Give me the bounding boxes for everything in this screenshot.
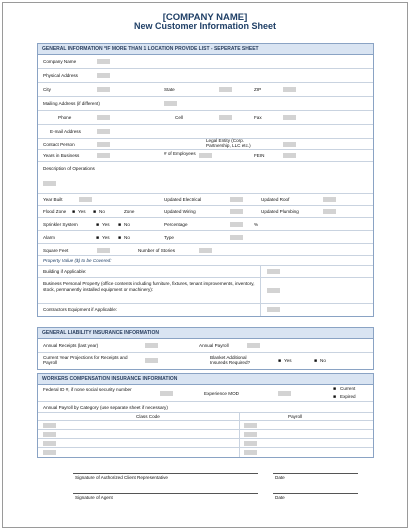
column-divider bbox=[239, 430, 240, 438]
row-alarm bbox=[38, 231, 373, 244]
property-value-heading: Property Value ($) to be Covered: bbox=[43, 258, 112, 263]
payroll-field[interactable] bbox=[244, 450, 257, 455]
alarm-type-field[interactable] bbox=[230, 235, 243, 240]
blanket-yes-label: Yes bbox=[284, 358, 292, 363]
workers-comp-heading: WORKERS COMPENSATION INSURANCE INFORMATION bbox=[38, 374, 373, 385]
percent-sign: % bbox=[254, 222, 259, 227]
zone-label: Zone bbox=[124, 209, 135, 214]
business-personal-property-label: Business Personal Property (office contents including furniture, fixtures, tenant improvements, inventory, stock, permanently installed equipment or machinery): bbox=[43, 281, 255, 292]
row-physical-address bbox=[38, 69, 373, 83]
company-name: [COMPANY NAME] bbox=[162, 12, 248, 23]
sprinkler-no-checkbox[interactable]: ■ bbox=[118, 222, 122, 228]
general-liability-section bbox=[37, 327, 374, 370]
legal-entity-field[interactable] bbox=[283, 142, 296, 147]
column-divider bbox=[260, 278, 261, 303]
physical-address-label: Physical Address bbox=[43, 73, 78, 78]
sprinkler-label: Sprinkler System bbox=[43, 222, 78, 227]
column-divider bbox=[239, 439, 240, 447]
row-city-state-zip bbox=[38, 83, 373, 97]
legal-entity-label: Legal Entity (Corp. Partnership, LLC etc.) bbox=[206, 138, 251, 148]
fax-field[interactable] bbox=[283, 115, 296, 120]
column-divider bbox=[260, 304, 261, 316]
sprinkler-yes-checkbox[interactable]: ■ bbox=[96, 222, 100, 228]
contact-person-label: Contact Person bbox=[43, 142, 75, 147]
alarm-no-checkbox[interactable]: ■ bbox=[118, 235, 122, 241]
payroll-field[interactable] bbox=[244, 441, 257, 446]
column-divider bbox=[260, 266, 261, 277]
alarm-no-label: No bbox=[124, 235, 130, 240]
agent-signature-label: Signature of Agent bbox=[75, 495, 113, 500]
current-year-projections-label: Current Year Projections for Receipts and Payroll bbox=[43, 355, 128, 365]
current-year-projections-field[interactable] bbox=[145, 358, 158, 363]
building-field[interactable] bbox=[267, 269, 280, 274]
mailing-address-field[interactable] bbox=[164, 101, 177, 106]
row-year-built bbox=[38, 194, 373, 206]
year-built-label: Year Built bbox=[43, 197, 63, 202]
column-divider bbox=[239, 448, 240, 457]
row-annual-receipts bbox=[38, 339, 373, 353]
cell-label: Cell bbox=[175, 115, 183, 120]
row-federal-id bbox=[38, 385, 373, 402]
updated-roof-label: Updated Roof bbox=[261, 197, 290, 202]
updated-electrical-field[interactable] bbox=[230, 197, 243, 202]
row-business-personal-property bbox=[38, 278, 373, 304]
mod-current-checkbox[interactable]: ■ bbox=[333, 386, 337, 392]
building-label: Building if Applicable: bbox=[43, 269, 87, 274]
row-years-employees-fein bbox=[38, 150, 373, 162]
row-mailing-address bbox=[38, 97, 373, 111]
flood-zone-label: Flood Zone bbox=[43, 209, 67, 214]
general-information-section bbox=[37, 43, 374, 317]
experience-mod-label: Experience MOD bbox=[204, 391, 239, 396]
num-employees-label: # of Employees bbox=[164, 151, 196, 156]
blanket-insureds-label: Blanket Additional Insureds Required? bbox=[210, 355, 251, 365]
class-code-field[interactable] bbox=[43, 423, 56, 428]
description-field[interactable] bbox=[43, 181, 56, 186]
client-date-label: Date bbox=[275, 475, 285, 480]
company-name-field[interactable] bbox=[97, 59, 110, 64]
alarm-type-label: Type bbox=[164, 235, 174, 240]
mod-expired-label: Expired bbox=[340, 394, 356, 399]
num-employees-field[interactable] bbox=[199, 153, 212, 158]
column-divider bbox=[239, 421, 240, 429]
email-field[interactable] bbox=[97, 129, 110, 134]
document-page bbox=[2, 2, 408, 528]
contractors-equipment-field[interactable] bbox=[267, 307, 280, 312]
physical-address-field[interactable] bbox=[97, 73, 110, 78]
years-in-business-field[interactable] bbox=[97, 153, 110, 158]
cell-field[interactable] bbox=[219, 115, 232, 120]
row-payroll-by-category bbox=[38, 402, 373, 413]
row-square-feet bbox=[38, 244, 373, 256]
table-row bbox=[38, 430, 373, 439]
row-company-name bbox=[38, 55, 373, 69]
row-building bbox=[38, 266, 373, 278]
state-label: State bbox=[164, 87, 175, 92]
row-flood-zone bbox=[38, 206, 373, 218]
general-information-heading: GENERAL INFORMATION *IF MORE THAN 1 LOCATION PROVIDE LIST - SEPERATE SHEET bbox=[38, 44, 373, 55]
year-built-field[interactable] bbox=[79, 197, 92, 202]
fein-field[interactable] bbox=[283, 153, 296, 158]
flood-zone-no-label: No bbox=[99, 209, 105, 214]
annual-receipts-label: Annual Receipts (last year) bbox=[43, 343, 99, 348]
document-title: New Customer Information Sheet bbox=[133, 21, 277, 31]
class-code-field[interactable] bbox=[43, 441, 56, 446]
number-of-stories-field[interactable] bbox=[199, 248, 212, 253]
updated-roof-field[interactable] bbox=[323, 197, 336, 202]
alarm-yes-label: Yes bbox=[102, 235, 110, 240]
blanket-no-checkbox[interactable]: ■ bbox=[314, 358, 318, 364]
contact-person-field[interactable] bbox=[97, 142, 110, 147]
payroll-field[interactable] bbox=[244, 423, 257, 428]
agent-date-label: Date bbox=[275, 495, 285, 500]
annual-payroll-label: Annual Payroll bbox=[199, 343, 229, 348]
row-email bbox=[38, 125, 373, 139]
contractors-equipment-label: Contractors Equipment if Applicable: bbox=[43, 307, 118, 312]
phone-label: Phone bbox=[58, 115, 72, 120]
updated-wiring-field[interactable] bbox=[230, 209, 243, 214]
blanket-yes-checkbox[interactable]: ■ bbox=[278, 358, 282, 364]
mod-expired-checkbox[interactable]: ■ bbox=[333, 394, 337, 400]
alarm-label: Alarm bbox=[43, 235, 55, 240]
federal-id-label: Federal ID #, if none social security number bbox=[43, 387, 132, 392]
mod-current-label: Current bbox=[340, 386, 356, 391]
zip-label: ZIP bbox=[254, 87, 262, 92]
annual-receipts-field[interactable] bbox=[145, 343, 158, 348]
federal-id-field[interactable] bbox=[160, 391, 173, 396]
square-feet-field[interactable] bbox=[97, 248, 110, 253]
company-name-label: Company Name bbox=[43, 59, 77, 64]
payroll-field[interactable] bbox=[244, 432, 257, 437]
class-code-field[interactable] bbox=[43, 432, 56, 437]
column-divider bbox=[239, 413, 240, 420]
percentage-label: Percentage bbox=[164, 222, 188, 227]
client-signature-label: Signature of Authorized Client Representative bbox=[75, 475, 168, 480]
flood-zone-no-checkbox[interactable]: ■ bbox=[93, 209, 97, 215]
flood-zone-yes-checkbox[interactable]: ■ bbox=[72, 209, 76, 215]
row-sprinkler bbox=[38, 218, 373, 231]
payroll-by-category-label: Annual Payroll by Category (use separate sheet if necessary) bbox=[43, 405, 168, 410]
sprinkler-yes-label: Yes bbox=[102, 222, 110, 227]
row-phone-cell-fax bbox=[38, 111, 373, 125]
city-label: City bbox=[43, 87, 51, 92]
agent-date-line[interactable] bbox=[273, 493, 358, 494]
table-row bbox=[38, 448, 373, 457]
payroll-table-header bbox=[38, 413, 373, 421]
updated-electrical-label: Updated Electrical bbox=[164, 197, 202, 202]
description-label: Description of Operations bbox=[43, 166, 95, 171]
email-label: E-mail Address bbox=[50, 129, 81, 134]
years-in-business-label: Years in Business bbox=[43, 153, 80, 158]
phone-field[interactable] bbox=[97, 115, 110, 120]
class-code-header: Class Code bbox=[136, 414, 160, 419]
fax-label: Fax bbox=[254, 115, 262, 120]
updated-wiring-label: Updated Wiring bbox=[164, 209, 196, 214]
percentage-field[interactable] bbox=[230, 222, 243, 227]
square-feet-label: Square Feet bbox=[43, 248, 69, 253]
class-code-field[interactable] bbox=[43, 450, 56, 455]
updated-plumbing-field[interactable] bbox=[323, 209, 336, 214]
workers-comp-section bbox=[37, 373, 374, 458]
row-property-value bbox=[38, 256, 373, 266]
experience-mod-field[interactable] bbox=[278, 391, 291, 396]
blanket-no-label: No bbox=[320, 358, 326, 363]
row-contractors-equipment bbox=[38, 304, 373, 316]
sprinkler-no-label: No bbox=[124, 222, 130, 227]
row-current-year-projections bbox=[38, 353, 373, 369]
payroll-header: Payroll bbox=[288, 414, 303, 419]
table-row bbox=[38, 421, 373, 430]
city-field[interactable] bbox=[97, 87, 110, 92]
fein-label: FEIN bbox=[254, 153, 265, 158]
business-personal-property-field[interactable] bbox=[267, 288, 280, 293]
annual-payroll-field[interactable] bbox=[247, 343, 260, 348]
client-signature-line[interactable] bbox=[73, 473, 258, 474]
mailing-address-label: Mailing Address (if different) bbox=[43, 101, 100, 106]
client-date-line[interactable] bbox=[273, 473, 358, 474]
number-of-stories-label: Number of Stories bbox=[138, 248, 176, 253]
table-row bbox=[38, 439, 373, 448]
zip-field[interactable] bbox=[283, 87, 296, 92]
row-contact-person bbox=[38, 139, 373, 150]
alarm-yes-checkbox[interactable]: ■ bbox=[96, 235, 100, 241]
general-liability-heading: GENERAL LIABILITY INSURANCE INFORMATION bbox=[38, 328, 373, 339]
agent-signature-line[interactable] bbox=[73, 493, 258, 494]
row-description bbox=[38, 162, 373, 194]
flood-zone-yes-label: Yes bbox=[78, 209, 86, 214]
updated-plumbing-label: Updated Plumbing bbox=[261, 209, 299, 214]
state-field[interactable] bbox=[219, 87, 232, 92]
